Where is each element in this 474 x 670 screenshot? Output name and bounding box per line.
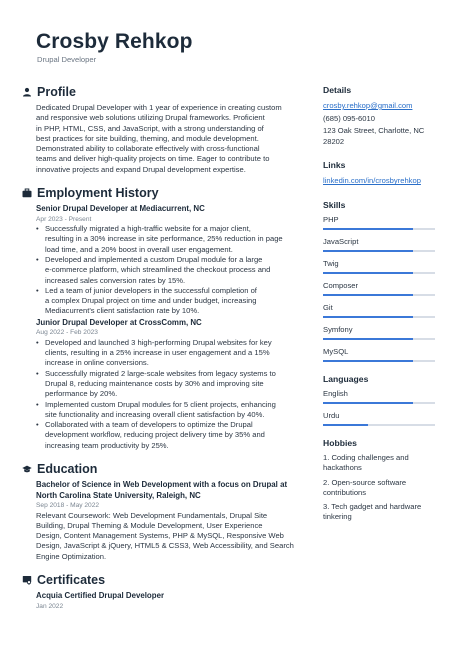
hobby-line: contributions <box>323 487 367 497</box>
languages-section <box>323 373 443 426</box>
coursework-line: Engine Optimization. <box>36 551 107 561</box>
skill-item <box>323 215 443 230</box>
profile-heading: Profile <box>37 85 76 99</box>
skill-level-fill <box>323 338 413 340</box>
skill-item <box>323 347 443 362</box>
languages-heading: Languages <box>323 373 369 384</box>
employment-heading-row <box>22 185 302 201</box>
bullet-line: load time, and a 20% boost in overall user engagement. <box>45 244 233 254</box>
bullet-line: • Successfully migrated 2 large-scale websites from legacy systems to <box>45 368 276 378</box>
employment-section <box>22 185 302 451</box>
skill-level-fill <box>323 424 368 426</box>
skill-level-fill <box>323 316 413 318</box>
bullet-line: a complex Drupal project on time and under budget, increasing <box>45 296 257 306</box>
hobby-line: 1. Coding challenges and <box>323 452 409 462</box>
person-icon <box>22 87 32 97</box>
skill-level-bar <box>323 424 435 426</box>
bullet-line: site functionality and increasing overall client satisfaction by 40%. <box>45 409 265 419</box>
education-entry <box>36 480 302 562</box>
bullet-line: • Collaborated with a team of developers to optimize the Drupal <box>45 420 253 430</box>
profile-line: teams and deliver high-quality projects on time. Eager to contribute to <box>36 154 270 164</box>
skill-item <box>323 325 443 340</box>
job-entry <box>36 204 302 224</box>
briefcase-icon <box>22 188 32 198</box>
profile-line: innovative projects and expand Drupal development expertise. <box>36 164 246 174</box>
skill-item <box>323 259 443 274</box>
certificate-entry <box>36 591 302 611</box>
skill-name: PHP <box>323 214 339 224</box>
education-section <box>22 461 302 562</box>
hobby-line: hackathons <box>323 463 362 473</box>
skill-item <box>323 237 443 252</box>
hobbies-list <box>323 453 443 523</box>
candidate-title: Drupal Developer <box>37 55 97 64</box>
skill-level-bar <box>323 338 435 340</box>
certificates-heading-row <box>22 572 302 588</box>
bullet-line: clients, resulting in a 25% increase in user engagement and a 15% <box>45 348 270 358</box>
job-title: Junior Drupal Developer at CrossComm, NC <box>36 317 202 327</box>
list-item <box>36 255 302 286</box>
bullet-line: Drupal 8, reducing maintenance costs by 30% and improving site <box>45 378 264 388</box>
bullet-line: • Implemented custom Drupal modules for 5 client projects, enhancing <box>45 399 276 409</box>
details-heading: Details <box>323 85 352 95</box>
list-item <box>36 420 302 451</box>
bullet-line: resulting in a 30% increase in site performance, 25% reduction in page <box>45 234 283 244</box>
skill-level-fill <box>323 360 413 362</box>
skill-level-fill <box>323 228 413 230</box>
employment-heading: Employment History <box>37 186 159 201</box>
skill-name: English <box>323 388 348 398</box>
list-item <box>36 286 302 317</box>
certificate-date: Jan 2022 <box>36 602 64 610</box>
skill-name: Composer <box>323 280 359 290</box>
coursework-line: Design, Content Management Systems, PHP & MySQL, Responsive Web <box>36 531 284 541</box>
profile-section <box>22 84 302 175</box>
skills-section <box>323 199 443 362</box>
links-heading: Links <box>323 160 346 171</box>
education-heading-row <box>22 461 302 477</box>
profile-line: Demonstrated ability to collaborate effectively with cross-functional <box>36 144 260 154</box>
bullet-line: • Developed and implemented a custom Drupal module for a large <box>45 254 263 264</box>
address: 123 Oak Street, Charlotte, NC 28202 <box>323 126 425 146</box>
certificate-icon <box>22 575 32 585</box>
bullet-line: • Developed and launched 3 high-performing Drupal websites for key <box>45 337 272 347</box>
list-item <box>36 369 302 400</box>
bullet-line: e-commerce platform, which streamlined the checkout process and <box>45 265 271 275</box>
hobby-line: tinkering <box>323 512 352 522</box>
skill-name: Urdu <box>323 410 340 420</box>
bullet-line: increased sales conversion rates by 15%. <box>45 275 186 285</box>
list-item <box>36 224 302 255</box>
education-dates: Sep 2018 - May 2022 <box>36 502 100 510</box>
sidebar <box>323 84 443 523</box>
job-dates: Aug 2022 - Feb 2023 <box>36 329 98 337</box>
certificates-section <box>22 572 302 611</box>
coursework-line: Design, JavaScript & jQuery, HTML5 & CSS3, Web Accessibility, and Search <box>36 541 294 551</box>
skill-level-fill <box>323 272 413 274</box>
skill-level-bar <box>323 228 435 230</box>
list-item <box>323 453 443 474</box>
skill-level-bar <box>323 294 435 296</box>
hobby-line: 3. Tech gadget and hardware <box>323 502 422 512</box>
hobby-line: 2. Open-source software <box>323 477 407 487</box>
bullet-line: • Led a team of junior developers in the successful completion of <box>45 285 257 295</box>
bullet-line: Mediacurrent's client satisfaction rate by 10%. <box>45 306 200 316</box>
email-link[interactable]: crosby.rehkop@gmail.com <box>323 101 413 110</box>
job-bullets <box>36 338 302 451</box>
languages-list <box>323 389 443 426</box>
skill-item <box>323 389 443 404</box>
job-dates: Apr 2023 - Present <box>36 215 92 223</box>
skills-heading: Skills <box>323 199 346 210</box>
list-item <box>323 502 443 523</box>
list-item <box>323 478 443 499</box>
candidate-name: Crosby Rehkop <box>36 30 193 53</box>
skill-name: MySQL <box>323 346 349 356</box>
skill-level-bar <box>323 272 435 274</box>
hobbies-section <box>323 437 443 523</box>
skill-name: Symfony <box>323 324 353 334</box>
profile-line: Dedicated Drupal Developer with 1 year of experience in creating custom <box>36 103 282 112</box>
skill-level-bar <box>323 250 435 252</box>
hobbies-heading: Hobbies <box>323 437 357 448</box>
profile-line: in PHP, HTML, CSS, and JavaScript, with a strong understanding of <box>36 123 264 133</box>
degree-line: North Carolina State University, Raleigh, NC <box>36 490 201 500</box>
skill-level-bar <box>323 402 435 404</box>
list-item <box>36 338 302 369</box>
skills-list <box>323 215 443 362</box>
profile-line: and responsive web solutions utilizing Drupal frameworks. Proficient <box>36 113 265 123</box>
profile-summary <box>36 103 302 175</box>
certificate-title: Acquia Certified Drupal Developer <box>36 591 165 600</box>
certificates-heading: Certificates <box>37 573 106 587</box>
skill-level-bar <box>323 360 435 362</box>
degree-line: Bachelor of Science in Web Development with a focus on Drupal at <box>36 480 288 490</box>
details-section <box>323 84 443 147</box>
job-title: Senior Drupal Developer at Mediacurrent, NC <box>36 204 205 214</box>
bullet-line: increasing team productivity by 25%. <box>45 440 169 450</box>
bullet-line: development workflow, reducing project delivery time by 35% and <box>45 430 265 440</box>
skill-name: Twig <box>323 258 339 268</box>
coursework-line: Relevant Coursework: Web Development Fundamentals, Drupal Site <box>36 510 268 520</box>
skill-level-fill <box>323 294 413 296</box>
skill-name: Git <box>323 302 333 312</box>
skill-level-fill <box>323 250 413 252</box>
bullet-line: performance by 20%. <box>45 389 118 399</box>
skill-level-bar <box>323 316 435 318</box>
skill-item <box>323 411 443 426</box>
bullet-line: increase in online conversions. <box>45 358 149 368</box>
job-bullets <box>36 224 302 317</box>
skill-name: JavaScript <box>323 236 359 246</box>
coursework-line: Building, Drupal Theming & Module Development, User Experience <box>36 520 263 530</box>
skill-item <box>323 303 443 318</box>
skill-item <box>323 281 443 296</box>
bullet-line: • Successfully migrated a high-traffic website for a major client, <box>45 224 251 234</box>
list-item <box>36 400 302 421</box>
links-section <box>323 159 443 187</box>
skill-level-fill <box>323 402 413 404</box>
job-entry <box>36 318 302 338</box>
profile-line: best practices for site building, theming, and module development. <box>36 133 259 143</box>
education-heading: Education <box>37 462 98 477</box>
graduation-cap-icon <box>22 464 32 474</box>
profile-heading-row <box>22 84 302 100</box>
phone-number: (685) 095-6010 <box>323 113 375 123</box>
linkedin-link[interactable]: linkedin.com/in/crosbyrehkop <box>323 176 421 186</box>
main-column <box>22 84 302 611</box>
